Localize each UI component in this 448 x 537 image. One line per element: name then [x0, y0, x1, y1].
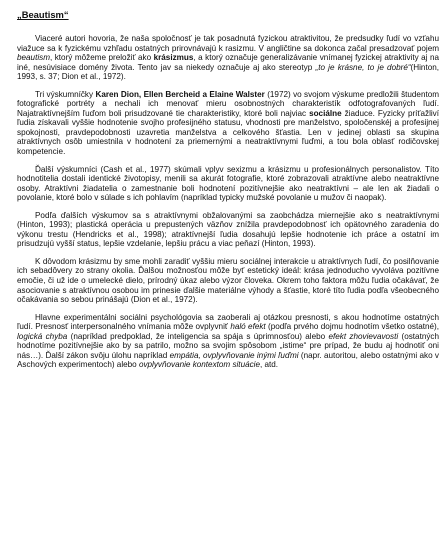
text-run: Viaceré autori hovoria, že naša spoločnosť je tak posadnutá fyzickou atraktivitou, že predsudky ľudí vo vzťahu viažuce sa k fyzickému vzhľadu ostatných prirovnávajú k rasizmu. V angličtine sa dokonca začal presadzovať pojem — [17, 34, 439, 53]
paragraph-5 — [17, 257, 439, 305]
text-run: Ďalší výskumníci (Cash et al., 1977) skúmali vplyv sexizmu a krásizmu u profesionálnych personalistov. Títo hodnotitelia dostali identické životopisy, menili sa akurát fotografie, ktoré zobrazovali atraktívne alebo neatraktívne osoby. Atraktívni žiadatelia o zamestnanie boli hodnotení pozitívnejšie ako neatraktívni – ale len ak žiadali o povolanie, ktoré bolo v súlade s ich pohlavím (napríklad typicky mužské povolanie u mužov či naopak). — [17, 164, 439, 203]
paragraph-3 — [17, 165, 439, 203]
term-logical-error: logická chyba — [17, 331, 68, 341]
text-run: (1972) vo svojom výskume predložili študentom fotografické portréty a nechali ich menovať mieru osobnostných charakteristík odfotografovaných ľudí. Najatraktívnejším ľuďom boli prisudzované tie charakteristiky, ktoré boli najviac — [17, 89, 440, 118]
text-run: žiaduce. Fyzicky príťažliví ľudia získavali vyššie hodnotenie svojho profesijného statusu, vhodnosti pre manželstvo, spoločenskéj a profesijnej spokojnosti, pravdepodobnosti uzavretia manželstva a celkového šťastia. Len v jedinej oblasti sa skupina atraktívnych osôb umiestnila v hodnotení za priemernými a neatraktívnymi ľuďmi, a tou bola oblasť rodičovskej kompetencie. — [17, 108, 439, 157]
stereotype-quote: „to je krásne, to je dobré“ — [315, 62, 411, 72]
emphasis-socialne: sociálne — [309, 108, 342, 118]
term-beautism: beautism — [17, 53, 50, 63]
text-run: , ktorý môžeme preložiť ako — [49, 53, 154, 63]
text-run: K dôvodom krásizmu by sme mohli zaradiť vyššiu mieru sociálnej interakcie u atraktívnych ľudí, čo posilňovanie ich sebadôvery zo strany okolia. Ďalšou možnosťou môže byť estetický ideál: krása jednoducho vyvoláva pozitívne emočie, či už ide o umelecké dielo, prírodný úkaz alebo výzor človeka. Okrem toho faktora môžu ľudia očakávať, že asociovanie s atraktívnou osobou im prinesie ďalšie materiálne výhody a šťastie, ktoré títo ľudia podľa všeobecného očakávania so sebou prinášajú (Dion et al., 1972). — [17, 256, 439, 305]
term-krasizmus: krásizmus — [153, 53, 194, 63]
text-run: (napríklad predpoklad, že inteligencia sa spája s úprimnosťou) alebo — [67, 331, 329, 341]
paragraph-1 — [17, 34, 439, 82]
text-run: (podľa prvého dojmu hodnotím všetko ostatné), — [265, 322, 440, 332]
text-run: Tri výskumníčky — [35, 89, 96, 99]
text-run: (napr. autoritou, alebo ostatnými ako v Aschových experimentoch) alebo — [17, 350, 439, 370]
term-leniency-effect: efekt zhovievavosti — [328, 331, 399, 341]
text-run: , a ktorý označuje generalizávanie vnímanej fyzickej atraktivity aj na iné, nesúvisiace domény života. Tento jav sa niekedy označuje aj ako stereotyp — [17, 53, 440, 72]
term-halo-effect: haló efekt — [230, 322, 266, 332]
researcher-names: Karen Dion, Ellen Bercheid a Elaine Walster — [95, 89, 265, 99]
text-run: Podľa ďalších výskumov sa s atraktívnymi obžalovanými sa zaobchádza miernejšie ako s neatraktívnymi (Hinton, 1993); plastická operácia u prepustených väzňov znížila pravdepodobnosť ich opätovného zaradenia do výkonu trestu (Hendricks et al., 1998); atraktívnejší ľudia dosahujú lepšie hodnotenie ich práce a ostatní im prisudzujú vyšší status, lepšie vzdelanie, lepšiu prácu a viac peňazí (Hinton, 1993). — [17, 210, 439, 249]
text-run: (ostatných hodnotíme pozitívnejšie ako by sa patrilo, možno sa svojim spôsobom „istime“ pre prípad, že budu aj hodnotiť oni nás…). Ďalší zákon svôju úlohu napríklad — [17, 331, 439, 360]
term-empathy-influence: empátia, ovplyvňovanie inými ľuďmi — [169, 350, 299, 360]
paragraph-2 — [17, 90, 439, 157]
paragraph-6 — [17, 313, 439, 370]
page-heading: „Beautism“ — [17, 9, 69, 20]
text-run: , atd. — [260, 360, 279, 370]
term-context-influence: ovplyvňovanie kontextom situácie — [138, 360, 260, 370]
paragraph-4 — [17, 211, 439, 249]
text-run: Hlavne experimentálni sociálni psychológovia sa zaoberali aj otázkou presnosti, s akou hodnotíme ostatných ľudí. Presnosť interpersonalného vnímania môže ovplyvniť — [17, 312, 439, 332]
citation: (Hinton, 1993, s. 37; Dion et al., 1972). — [17, 62, 439, 82]
